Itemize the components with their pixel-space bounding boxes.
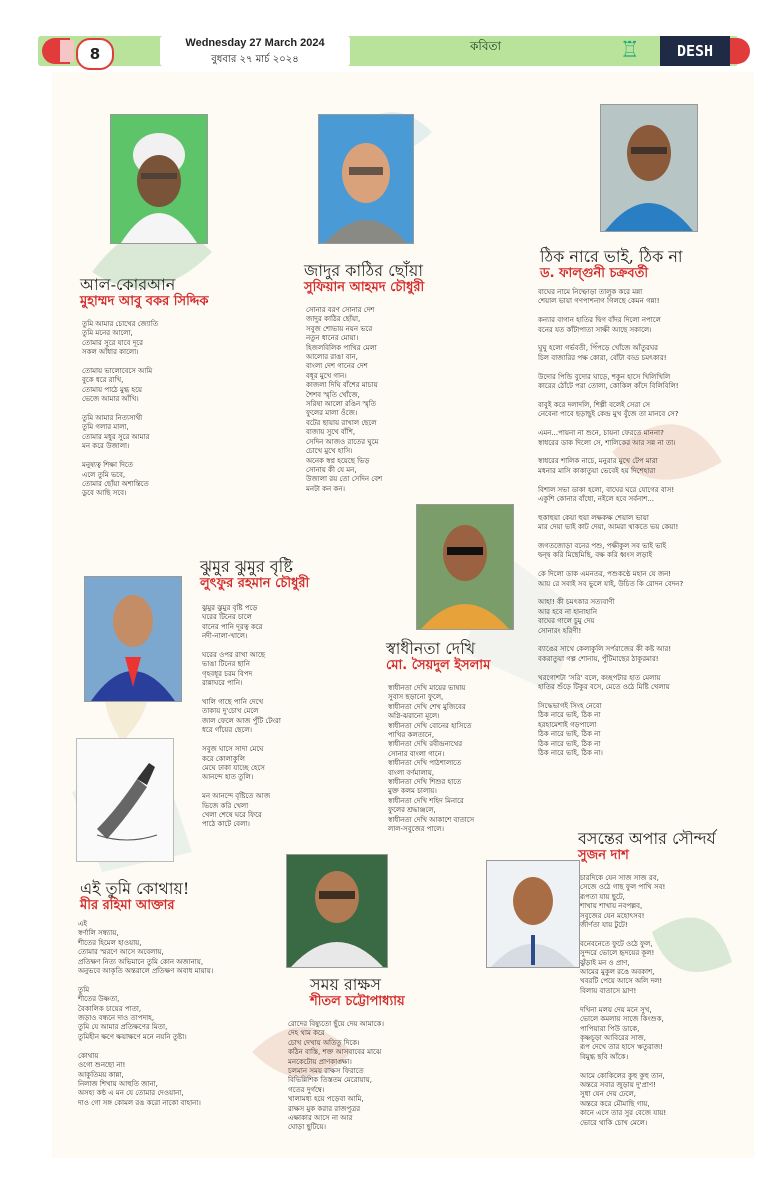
poem-title-2: জাদুর কাঠির ছোঁয়া [304,261,423,280]
poem-title-7: বসন্তের অপার সৌন্দর্য [578,829,716,848]
poem-author-8: শীতল চট্টোপাধ্যায় [310,994,405,1009]
pen-writing-illustration [76,738,174,862]
page-number: 8 [76,38,114,70]
poet-photo-lutfur [84,576,182,702]
poem-text-1: তুমি আমার চোখের জ্যোতি তুমি মনের আলো, তোমার সুরে যাবে দূরে সকল আঁধার কালো। তোমায় ভালোবেসে আমি বুকে ধরে রাখি, তোমায় পাঠে মুগ্ধ হয়ে ভেজে আমার আঁখি। তুমি আমার নিত্যসাথী তুমি গলার মালা, তোমার মধুর সুরে আমার মন করে উজালা। মনুষ্যত্ব শিক্ষা দিতে এলে তুমি ভবে, তোমার ছোঁয়া অশান্তিতে ডুবে আছি সবে। [82,320,159,498]
poem-text-4: ঝুমুর ঝুমুর বৃষ্টি পড়ে ঘরের টিনের চালে বানের পানি দূরত্ব করে নদী-নালা-খালে। ঘরের ওপর রাখা আছে ভাঙা টিনের ছানি গৃহবধূর চরম বিপদ রান্নাঘরে পানি। খালি গাছে পানি দেখে তাকায় দু'চোখ মেলে জাল ফেলে আজ পুঁটি টেংরা ধরে গাঁয়ের ছেলে। সবুজ ঘাসে সাদা মেঘে করে কোলাকুলি মেঘে ঢাকা যাচ্ছে হেসে আনন্দে হাত তুলি। মন আনন্দে বৃষ্টিতে আজ ভিজে করি খেলা খেলা শেষে ঘরে ফিরে পাঠে কাটে বেলা। [202,604,281,829]
header-left-stripe [60,40,74,62]
poem-title-1: আল-কোরআন [80,275,176,294]
poem-title-8: সময় রাক্ষস [310,975,381,994]
poet-photo-shital [286,854,388,968]
poem-text-3: বাঘের নামে নিষ্ফোড়া তালুক করে মন্না শেয়াল ভায়া গণপাশনাগ গিলছে কেমন গন্না! কন্যার বাগান হাতির দ্বিগ বাঁদর দিলো নপালে বনের যত কাঁটাপাতা সাক্ষী আছে সকালে। ঘুঘু হলো গর্ভবতী, পিঁপড়ে খোঁজে আঁতুরঘর চিল বাজারির পক্ষ কোরা, বোঁটা বড্ড চমৎকার! উদোর পিন্ডি বুদোর ঘাড়ে, শকুন হাসে খিলিখিলি কারের ঠোঁটে পরা তোলা, কোকিল কাঁদে বিলিবিলি! বাবুই করে দলাদলি, শিল্পী বলেই সেরা সে নেবেনা পাবে ছড়াছুই কেন্দ্র মুখ বুঁজে তা মানবে সে? এমন...পায়না না শুনে, চায়না ফেরতে মাননা? স্বাধরের ডাক দিলো সে, শালিকের আর সন্ন না তা। স্বাধরের শালিক নাচে, মনুরার মুখে টেপ মারা মধনার মাসি কাকাতুয়া ভেবেই হয় দিশেহারা বিশাল সভা ডাকা হলো, বাঘের ঘরে যোগের বাস! একুশি কোনার বাঁধো, নইলে হবে সর্বনাশ... হুকাহুয়া কেয়া হুয়া লক্ষকক্ষ শেয়াল ভায়া মার দেয়া ভাই কাট দেয়া, আমরা থাকতে ভয় কেয়া! জগতজোড়া বনের পশু, পক্ষীকুল সব ভাই ভাই দ্বন্দ্ব করি মিছেমিছি, বক্ষ করি ধ্বংস লড়াই কে দিলো ডাক এমনতর, পশুকণ্ঠে মহান যে জন! আয় রে সবাই সব ভুলে যাই, উচিত কি রোদন বেদন? আহা! কী চমৎকার সত্যবাণী আর হবে না হানাহানি বাঘের গালে চুমু দেয় সোনারং হরিণী! ব্যাঙের সাথে কেলাকুলি সর্পরাজের কী কষ্ট আর! বকরাতুয়া গল্প শোনায়, পুঁটিমাছের ঠাকুরমার! খরগোশটা 'সরি' বলে, কচ্ছপটার হাত মেলায় হাতির শুঁড়ে টিকুর বসে, মেতে ওঠে মিষ্টি খেলায় সিদ্ধেভাগই সিংহ নেবো ঠিক নারে ভাই, ঠিক না হরহামেশাই গড়পালো ঠিক নারে ভাই, ঠিক না ঠিক নারে ভাই, ঠিক না ঠিক নারে ভাই, ঠিক না। [538,288,684,757]
poet-photo-falguni [600,104,698,232]
poem-author-2: সুফিয়ান আহমদ চৌধুরী [304,280,425,295]
poem-title-4: ঝুমুর ঝুমুর বৃষ্টি [200,557,293,576]
desh-logo [660,36,730,66]
logo-text: DESH [676,42,714,60]
poem-author-1: মুহাম্মদ আবু বকর সিদ্দিক [80,294,209,309]
poem-title-6: এই তুমি কোথায়! [80,879,190,898]
poem-text-7: চারদিকে যেন সাজ সাজ রব, সেজে ওঠে গাছ ফুল পাখি সব! রূপতা যায় ছুটে, শাখায় শাখায় নবপল্লব, সবুজের যেন মহোৎসব! জীর্ণতা যায় টুটে! বনেবনেতে ফুটে ওঠে ফুল, সুন্দরে ভোলে হৃদয়ের কূল! ঝুঁড়াই মন ও প্রাণ, আমের মুকুল রঙে অবকাশ, খবরটি পেয়ে আসে অলি দল! বিলায় বাতাসে ঘ্রাণ! দখিনা মলয় দেয় মনে সুখ, ভোলে কমলায় সাজে কিংশুক, পাপিয়ারা পিউ ডাকে, কৃষ্ণচূড়া আবিরের সাজ, রূপ দেখে তার হাসে ঋতুরাজ! বিমুগ্ধ ছবি আঁকে। আমে কোকিলের কুহু কুহু তান, অন্তরে সবার জুড়ায় দু'প্রাণ! সুধা যেন দেয় ঢেলে, অন্তরে করে মৌমাছি গায়, কানে এসে তার সুর বেজে যায়! ভোরে থাকি চোখ মেলে। [580,874,667,1127]
statue-of-liberty-icon: ♖ [620,38,640,63]
header-right-cap [730,38,750,64]
poem-author-4: লুৎফুর রহমান চৌধুরী [200,576,310,591]
poet-photo-sujan [486,860,580,968]
poem-title-5: স্বাধীনতা দেখি [386,639,476,658]
poem-text-2: সোনার বরণ সোনার দেশ জাদুর কাঠির ছোঁয়া, সবুজ শোভায় নয়ন ভরে নতুন ধানের মোয়া। হিজলবিলিক পাখির মেলা আলোর রাঙা বান, বাংলা দেশ গানের দেশ বধূর মুখে গান। কাজলা দিঘি বাঁশের মাচায় শৈশব স্মৃতি খোঁজে, সরিষা আলো রঙিন স্মৃতি ফুলের মালা ওঁজে। বটের ছায়ায় রাখাল ছেলে বাজায় সুখে বাঁশি, সেদিন আজও রাতের ঘুমে চোখে মুখে হাসি। অনেক স্বপ্ন হয়েছে ভিড় সোনায় কী যে মন, উজালা রয় তো সেদিন বেশ মনটা কন কন। [306,306,383,493]
poem-author-5: মো. সৈয়দুল ইসলাম [386,658,491,673]
poem-author-6: মীর রহিমা আক্তার [80,898,175,913]
date-english: Wednesday 27 March 2024 [185,37,325,49]
poem-author-3: ড. ফাল্গুনী চক্রবর্তী [540,266,649,281]
poem-title-3: ঠিক নারে ভাই, ঠিক না [540,247,683,266]
poem-text-5: স্বাধীনতা দেখি মায়ের ভাষায় সুবাস ছড়ানো ফুলে, স্বাধীনতা দেখি শেখ মুজিবের অগ্নি-ঝরানো মূলে। স্বাধীনতা দেখি বোনের হাসিতে পাখির কলতানে, স্বাধীনতা দেখি রবীন্দ্রনাথের সোনার বাংলা গানে। স্বাধীনতা দেখি পাঠশালাতে বাংলা বর্ণমালায়, স্বাধীনতা দেখি শিশুর হাতে মুক্ত কলম চালায়। স্বাধীনতা দেখি শহিদ মিনারে ফুলের শ্রদ্ধাঞ্জলে, স্বাধীনতা দেখি আকাশে বাতাসে লাল-সবুজের পালে। [388,684,475,834]
poem-text-8: রোদের বিষ্যুতো ছুঁয়ে দেয় আমাকে। দেহ থাম করে চোখ দেখায় অতিতু দিকে। কঠিন বাস্তি, শক্ত আসবাবের মাঝে মনকেটোয় প্রাণকাঙ্ক্ষা। চলমান সময় রাক্ষস ফিরাতে বিভিন্নিশিক তিস্ততম মেরোয়ায়, গতের দুর্গম্বে। খালামধ্য হয়ে পড়েবা আমি, রাক্ষস মুক করার রাজপুত্রর এক্ষাকার আসে না আর ঘোড়া ছুটিয়ে। [288,1020,384,1132]
page-header [0,0,770,72]
poet-photo-abu-bakar [110,114,208,244]
date-box [160,36,350,66]
section-title: কবিতা [470,39,501,53]
poem-author-7: সুজন দাশ [578,848,629,863]
date-bengali: বুধবার ২৭ মার্চ ২০২৪ [211,54,299,65]
poem-text-6: এই স্বর্ণালি সন্ধ্যায়, শীতের হিমেল হাওয়ায়, তোমার স্মরণে আসে অবেলায়, প্রতিক্ষণ নিত্য অভিমানে তুমি কোন অজানায়, অনুভবে আকৃতি অন্তরালে প্রতিক্ষণ অবাধ মায়ায়। তুমি শীতের উষ্ণতা, বৈকালিক চায়ের পাতা, জড়াও বন্ধনে দাও তাপদাহ, তুমি যে আমার প্রতিক্ষণের মিতা, তুমিহীন ক্ষণে ক্ষয়াক্ষণে মনে নয়নি তুষ্টা। কোথায় ওগো শুনছো না! আকুতিময় কান্না, নিলাজ শিখায় আহুতি জানা, অসহ্য কন্ঠ এ মন যে তোমার দেওয়ানা, দাও গো সঙ্গ কোমল রঙ করো নাকো বাহানা। [78,920,214,1107]
poet-photo-saidul [416,504,514,630]
poet-photo-sufian [318,114,414,244]
